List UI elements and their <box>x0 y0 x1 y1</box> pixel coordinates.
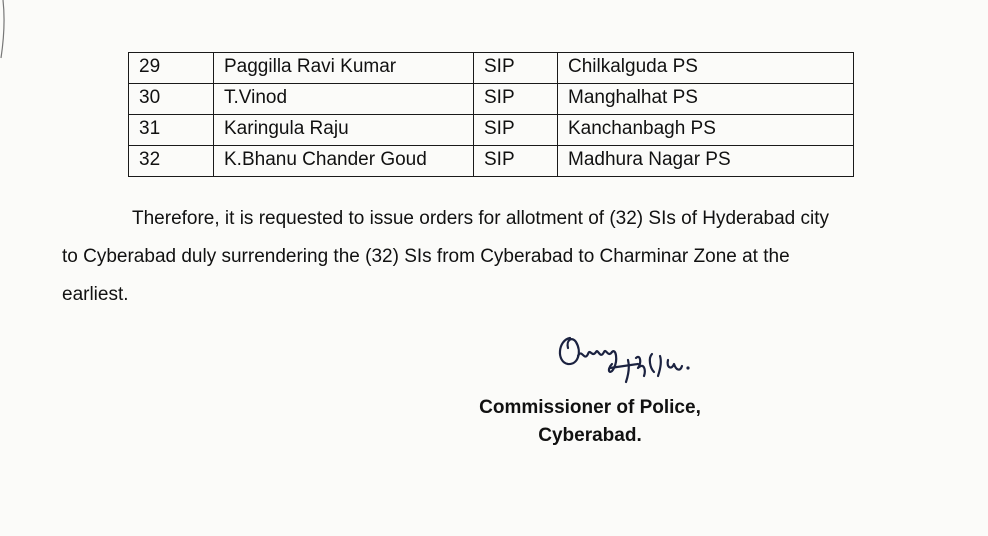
rank-cell: SIP <box>474 53 558 84</box>
paragraph-line: Therefore, it is requested to issue orders for allotment of (32) SIs of Hyderabad city <box>132 208 829 229</box>
police-station-cell: Chilkalguda PS <box>558 53 854 84</box>
si-allotment-table <box>128 52 854 177</box>
table-row <box>129 53 854 84</box>
serial-number-cell: 31 <box>129 115 214 146</box>
officer-name-cell: K.Bhanu Chander Goud <box>214 146 474 177</box>
officer-name-cell: T.Vinod <box>214 84 474 115</box>
table-row <box>129 146 854 177</box>
table-row <box>129 84 854 115</box>
table-row <box>129 115 854 146</box>
officer-name-cell: Paggilla Ravi Kumar <box>214 53 474 84</box>
paragraph-line: to Cyberabad duly surrendering the (32) SIs from Cyberabad to Charminar Zone at the <box>62 246 790 267</box>
signatory-block <box>440 394 740 450</box>
police-station-cell: Madhura Nagar PS <box>558 146 854 177</box>
handwritten-signature <box>548 318 698 388</box>
request-paragraph <box>62 200 922 314</box>
officer-name-cell: Karingula Raju <box>214 115 474 146</box>
page-edge-mark <box>0 0 12 60</box>
paragraph-line: earliest. <box>62 284 129 305</box>
serial-number-cell: 30 <box>129 84 214 115</box>
rank-cell: SIP <box>474 146 558 177</box>
signatory-office: Cyberabad. <box>538 425 642 446</box>
serial-number-cell: 29 <box>129 53 214 84</box>
signatory-designation: Commissioner of Police, <box>479 397 701 418</box>
serial-number-cell: 32 <box>129 146 214 177</box>
rank-cell: SIP <box>474 115 558 146</box>
rank-cell: SIP <box>474 84 558 115</box>
police-station-cell: Kanchanbagh PS <box>558 115 854 146</box>
police-station-cell: Manghalhat PS <box>558 84 854 115</box>
